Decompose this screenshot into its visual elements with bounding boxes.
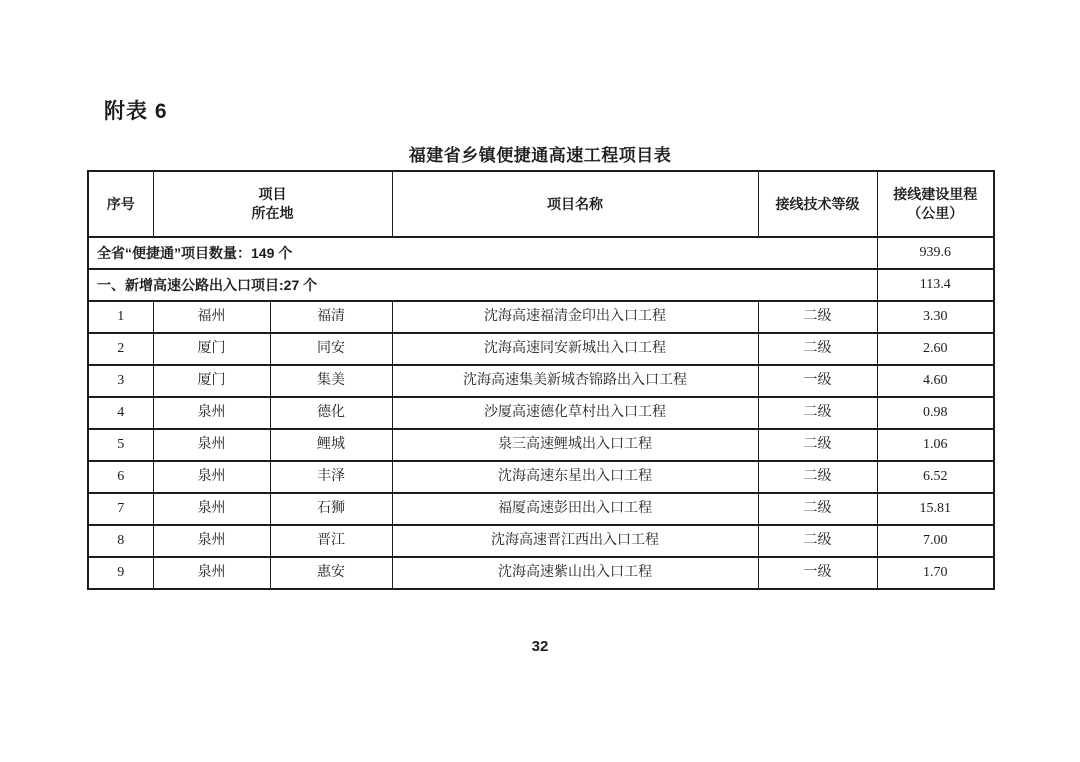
table-row xyxy=(88,493,994,525)
header-project-name xyxy=(392,171,758,237)
header-mileage xyxy=(877,171,994,237)
header-seq-label: 序号 xyxy=(106,195,135,212)
seq-cell: 7 xyxy=(88,493,153,525)
grade-cell: 二级 xyxy=(758,525,877,557)
mileage-cell: 4.60 xyxy=(877,365,994,397)
county-cell: 鲤城 xyxy=(270,429,392,461)
table-title: 福建省乡镇便捷通高速工程项目表 xyxy=(408,146,672,165)
mileage-cell: 6.52 xyxy=(877,461,994,493)
summary-row-total xyxy=(88,237,994,269)
project-cell: 泉三高速鲤城出入口工程 xyxy=(392,429,758,461)
city-cell: 泉州 xyxy=(153,429,270,461)
grade-cell: 二级 xyxy=(758,301,877,333)
seq-cell: 9 xyxy=(88,557,153,589)
summary-row-section1 xyxy=(88,269,994,301)
county-cell: 德化 xyxy=(270,397,392,429)
project-cell: 福厦高速彭田出入口工程 xyxy=(392,493,758,525)
county-cell: 晋江 xyxy=(270,525,392,557)
seq-cell: 3 xyxy=(88,365,153,397)
seq-cell: 2 xyxy=(88,333,153,365)
header-project-name-label: 项目名称 xyxy=(547,195,603,212)
header-tech-grade xyxy=(758,171,877,237)
mileage-cell: 2.60 xyxy=(877,333,994,365)
table-header xyxy=(88,171,994,237)
header-mileage-line2: （公里） xyxy=(907,205,964,221)
county-cell: 同安 xyxy=(270,333,392,365)
grade-cell: 二级 xyxy=(758,397,877,429)
appendix-label: 附表 6 xyxy=(104,100,168,123)
summary-total-value: 939.6 xyxy=(877,237,994,269)
table-row xyxy=(88,429,994,461)
header-seq xyxy=(88,171,153,237)
seq-cell: 4 xyxy=(88,397,153,429)
seq-cell: 8 xyxy=(88,525,153,557)
table-row xyxy=(88,557,994,589)
grade-cell: 二级 xyxy=(758,493,877,525)
county-cell: 石狮 xyxy=(270,493,392,525)
mileage-cell: 0.98 xyxy=(877,397,994,429)
city-cell: 厦门 xyxy=(153,365,270,397)
header-location-line2: 所在地 xyxy=(251,205,294,221)
table-row xyxy=(88,397,994,429)
county-cell: 丰泽 xyxy=(270,461,392,493)
mileage-cell: 1.70 xyxy=(877,557,994,589)
city-cell: 泉州 xyxy=(153,557,270,589)
county-cell: 福清 xyxy=(270,301,392,333)
header-location-line1: 项目 xyxy=(258,186,287,203)
city-cell: 福州 xyxy=(153,301,270,333)
mileage-cell: 7.00 xyxy=(877,525,994,557)
table-row xyxy=(88,301,994,333)
grade-cell: 二级 xyxy=(758,461,877,493)
summary-section1-label: 一、新增高速公路出入口项目:27 个 xyxy=(88,269,877,301)
seq-cell: 6 xyxy=(88,461,153,493)
project-cell: 沈海高速晋江西出入口工程 xyxy=(392,525,758,557)
header-mileage-line1: 接线建设里程 xyxy=(893,186,978,203)
grade-cell: 二级 xyxy=(758,429,877,461)
mileage-cell: 3.30 xyxy=(877,301,994,333)
city-cell: 泉州 xyxy=(153,525,270,557)
city-cell: 泉州 xyxy=(153,493,270,525)
header-location xyxy=(153,171,392,237)
county-cell: 惠安 xyxy=(270,557,392,589)
project-cell: 沈海高速同安新城出入口工程 xyxy=(392,333,758,365)
header-tech-grade-label: 接线技术等级 xyxy=(775,195,860,212)
table-row xyxy=(88,525,994,557)
city-cell: 泉州 xyxy=(153,397,270,429)
project-cell: 沈海高速东星出入口工程 xyxy=(392,461,758,493)
project-cell: 沈海高速集美新城杏锦路出入口工程 xyxy=(392,365,758,397)
project-cell: 沈海高速福清金印出入口工程 xyxy=(392,301,758,333)
summary-section1-value: 113.4 xyxy=(877,269,994,301)
project-cell: 沈海高速紫山出入口工程 xyxy=(392,557,758,589)
city-cell: 泉州 xyxy=(153,461,270,493)
table-row xyxy=(88,365,994,397)
page-number: 32 xyxy=(531,638,549,655)
table-row xyxy=(88,461,994,493)
header-row xyxy=(88,171,994,237)
table-body xyxy=(88,237,994,589)
city-cell: 厦门 xyxy=(153,333,270,365)
summary-total-label: 全省“便捷通”项目数量：149 个 xyxy=(88,237,877,269)
grade-cell: 一级 xyxy=(758,557,877,589)
grade-cell: 一级 xyxy=(758,365,877,397)
project-cell: 沙厦高速德化草村出入口工程 xyxy=(392,397,758,429)
seq-cell: 1 xyxy=(88,301,153,333)
project-table xyxy=(87,170,995,590)
seq-cell: 5 xyxy=(88,429,153,461)
mileage-cell: 1.06 xyxy=(877,429,994,461)
mileage-cell: 15.81 xyxy=(877,493,994,525)
county-cell: 集美 xyxy=(270,365,392,397)
grade-cell: 二级 xyxy=(758,333,877,365)
table-row xyxy=(88,333,994,365)
